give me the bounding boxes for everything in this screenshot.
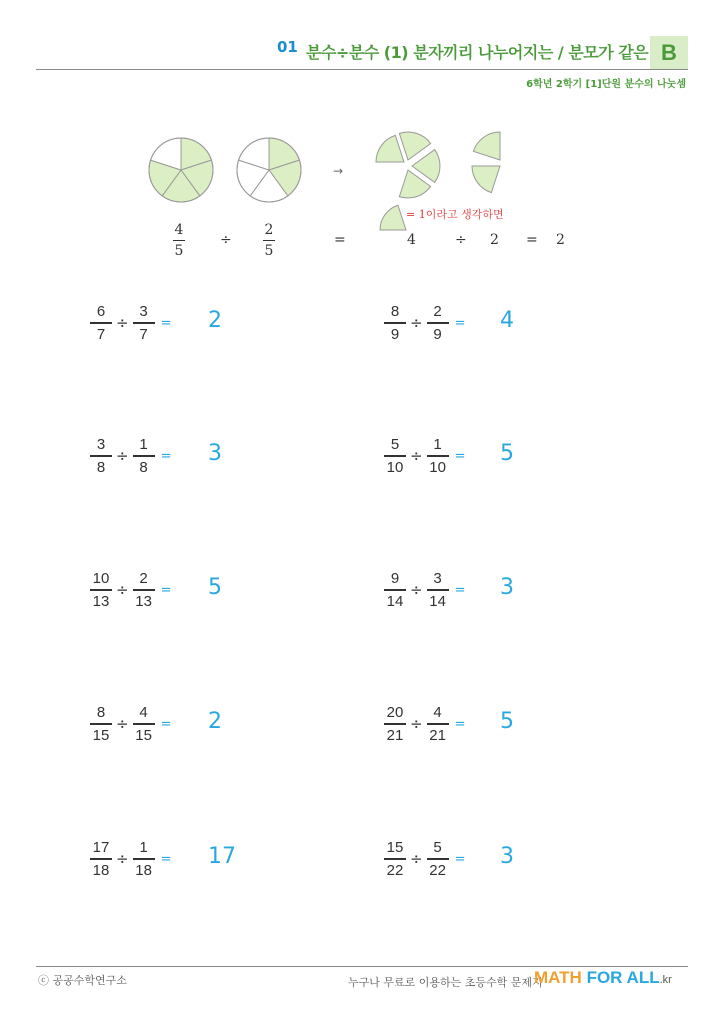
- numerator: 3: [139, 303, 148, 321]
- example-equals-sign: =: [334, 232, 346, 248]
- pie-outline: [149, 138, 213, 202]
- divisor-fraction: [133, 304, 155, 342]
- numerator: 5: [390, 436, 400, 454]
- denominator: 10: [429, 458, 446, 476]
- problem: [384, 565, 465, 615]
- problem: [384, 834, 465, 884]
- example-fraction-2: [263, 222, 275, 259]
- equals-sign: =: [160, 315, 172, 331]
- dividend-fraction: [90, 304, 112, 342]
- worksheet-title: 분수÷분수 (1) 분자끼리 나누어지는 / 분모가 같은: [306, 43, 649, 62]
- equals-sign: =: [160, 716, 172, 732]
- example-fraction-1: [173, 222, 185, 259]
- dividend-fraction: [384, 304, 406, 342]
- brand-logo: [534, 968, 672, 988]
- equals-sign: =: [454, 448, 466, 464]
- divide-sign: ÷: [116, 850, 129, 868]
- denominator: 15: [135, 726, 152, 744]
- copyright: ⓒ 공공수학연구소: [38, 974, 127, 987]
- denominator: 9: [433, 325, 442, 343]
- divisor-fraction: [427, 840, 449, 878]
- problem: [90, 431, 171, 481]
- equals-sign: =: [454, 315, 466, 331]
- numerator: 3: [96, 436, 106, 454]
- denominator: 22: [386, 861, 404, 879]
- problem: [90, 565, 171, 615]
- answer: 5: [500, 441, 514, 466]
- divisor-fraction: [133, 840, 155, 878]
- divisor-fraction: [133, 705, 155, 743]
- brand-math: MATH: [534, 968, 582, 987]
- numerator: 1: [139, 436, 148, 454]
- divisor-fraction: [427, 304, 449, 342]
- denominator: 15: [92, 726, 110, 744]
- pie-slice: [269, 138, 299, 170]
- denominator: 7: [139, 325, 148, 343]
- numerator: 9: [390, 570, 400, 588]
- example-numerator-1: 4: [174, 222, 184, 238]
- answer: 3: [500, 575, 514, 600]
- unit-piece: [380, 205, 406, 230]
- denominator: 13: [92, 592, 110, 610]
- brand-kr: .kr: [659, 974, 672, 986]
- worksheet-subtitle: 6학년 2학기 [1]단원 분수의 나눗셈: [526, 79, 686, 90]
- numerator: 4: [139, 704, 148, 722]
- divide-sign: ÷: [410, 715, 423, 733]
- answer: 2: [208, 709, 222, 734]
- denominator: 10: [386, 458, 404, 476]
- dividend-fraction: [90, 840, 112, 878]
- denominator: 9: [390, 325, 400, 343]
- answer: 17: [208, 844, 236, 869]
- pie-two-fifths: [237, 138, 301, 202]
- problem: [90, 834, 171, 884]
- worksheet-number: 01: [277, 38, 298, 56]
- divisor-fraction: [427, 571, 449, 609]
- problem: [384, 298, 465, 348]
- divide-sign: ÷: [410, 447, 423, 465]
- denominator: 14: [386, 592, 404, 610]
- divide-sign: ÷: [116, 715, 129, 733]
- problem: [90, 699, 171, 749]
- arrow-icon: →: [333, 164, 344, 178]
- equals-sign: =: [454, 851, 466, 867]
- example-rhs-equals: =: [526, 232, 538, 248]
- divisor-fraction: [427, 705, 449, 743]
- pie-slice: [237, 160, 269, 196]
- numerator: 3: [433, 570, 442, 588]
- denominator: 8: [96, 458, 106, 476]
- numerator: 15: [386, 839, 404, 857]
- divide-sign: ÷: [116, 581, 129, 599]
- numerator: 10: [92, 570, 110, 588]
- fraction-piece: [473, 132, 500, 160]
- answer: 5: [500, 709, 514, 734]
- divisor-fraction: [133, 437, 155, 475]
- pie-slice: [181, 160, 213, 196]
- example-rhs-result: 2: [556, 232, 565, 248]
- example-note: = 1이라고 생각하면: [406, 208, 504, 221]
- pie-four-fifths: [149, 138, 213, 202]
- denominator: 21: [429, 726, 446, 744]
- answer: 2: [208, 308, 222, 333]
- numerator: 8: [390, 303, 400, 321]
- numerator: 5: [433, 839, 442, 857]
- footer-tagline: 누구나 무료로 이용하는 초등수학 문제지: [348, 976, 543, 989]
- numerator: 1: [139, 839, 148, 857]
- numerator: 17: [92, 839, 110, 857]
- denominator: 14: [429, 592, 446, 610]
- example-rhs-divide: ÷: [455, 232, 467, 248]
- divide-sign: ÷: [410, 581, 423, 599]
- fraction-piece: [399, 132, 430, 160]
- denominator: 7: [96, 325, 106, 343]
- equals-sign: =: [160, 851, 172, 867]
- dividend-fraction: [384, 437, 406, 475]
- equals-sign: =: [160, 582, 172, 598]
- answer: 3: [500, 844, 514, 869]
- footer-divider: [36, 966, 688, 967]
- example-denominator-2: 5: [264, 243, 274, 259]
- pie-slice: [181, 138, 211, 170]
- equals-sign: =: [160, 448, 172, 464]
- denominator: 18: [135, 861, 152, 879]
- numerator: 2: [433, 303, 442, 321]
- divide-sign: ÷: [116, 447, 129, 465]
- equals-sign: =: [454, 582, 466, 598]
- pie-outline: [237, 138, 301, 202]
- problem: [384, 699, 465, 749]
- example-denominator-1: 5: [174, 243, 184, 259]
- pie-slice: [269, 160, 301, 196]
- numerator: 20: [386, 704, 404, 722]
- denominator: 22: [429, 861, 446, 879]
- example-numerator-2: 2: [264, 222, 274, 238]
- answer: 4: [500, 308, 514, 333]
- denominator: 8: [139, 458, 148, 476]
- divide-sign: ÷: [410, 850, 423, 868]
- level-badge: B: [650, 36, 688, 70]
- denominator: 13: [135, 592, 152, 610]
- dividend-fraction: [384, 571, 406, 609]
- divide-sign: ÷: [410, 314, 423, 332]
- numerator: 8: [96, 704, 106, 722]
- fraction-piece: [412, 150, 440, 183]
- dividend-fraction: [90, 437, 112, 475]
- pie-slice: [250, 170, 288, 202]
- answer: 3: [208, 441, 222, 466]
- fraction-piece: [472, 166, 500, 193]
- divisor-fraction: [427, 437, 449, 475]
- example-divide-sign: ÷: [220, 232, 232, 248]
- denominator: 18: [92, 861, 110, 879]
- equals-sign: =: [454, 716, 466, 732]
- pie-slice: [239, 138, 269, 170]
- numerator: 2: [139, 570, 148, 588]
- problem: [384, 431, 465, 481]
- numerator: 1: [433, 436, 442, 454]
- answer: 5: [208, 575, 222, 600]
- dividend-fraction: [90, 705, 112, 743]
- problem: [90, 298, 171, 348]
- header-divider: [36, 69, 688, 70]
- pie-slice: [151, 138, 181, 170]
- divisor-fraction: [133, 571, 155, 609]
- dividend-fraction: [384, 840, 406, 878]
- dividend-fraction: [90, 571, 112, 609]
- pie-slice: [149, 160, 181, 196]
- numerator: 6: [96, 303, 106, 321]
- example-rhs-b: 2: [490, 232, 499, 248]
- divide-sign: ÷: [116, 314, 129, 332]
- pie-slice: [162, 170, 200, 202]
- fraction-piece: [376, 135, 404, 162]
- fraction-piece: [399, 170, 430, 198]
- dividend-fraction: [384, 705, 406, 743]
- brand-forall: FOR ALL: [586, 968, 660, 987]
- denominator: 21: [386, 726, 404, 744]
- numerator: 4: [433, 704, 442, 722]
- example-rhs-a: 4: [407, 232, 416, 248]
